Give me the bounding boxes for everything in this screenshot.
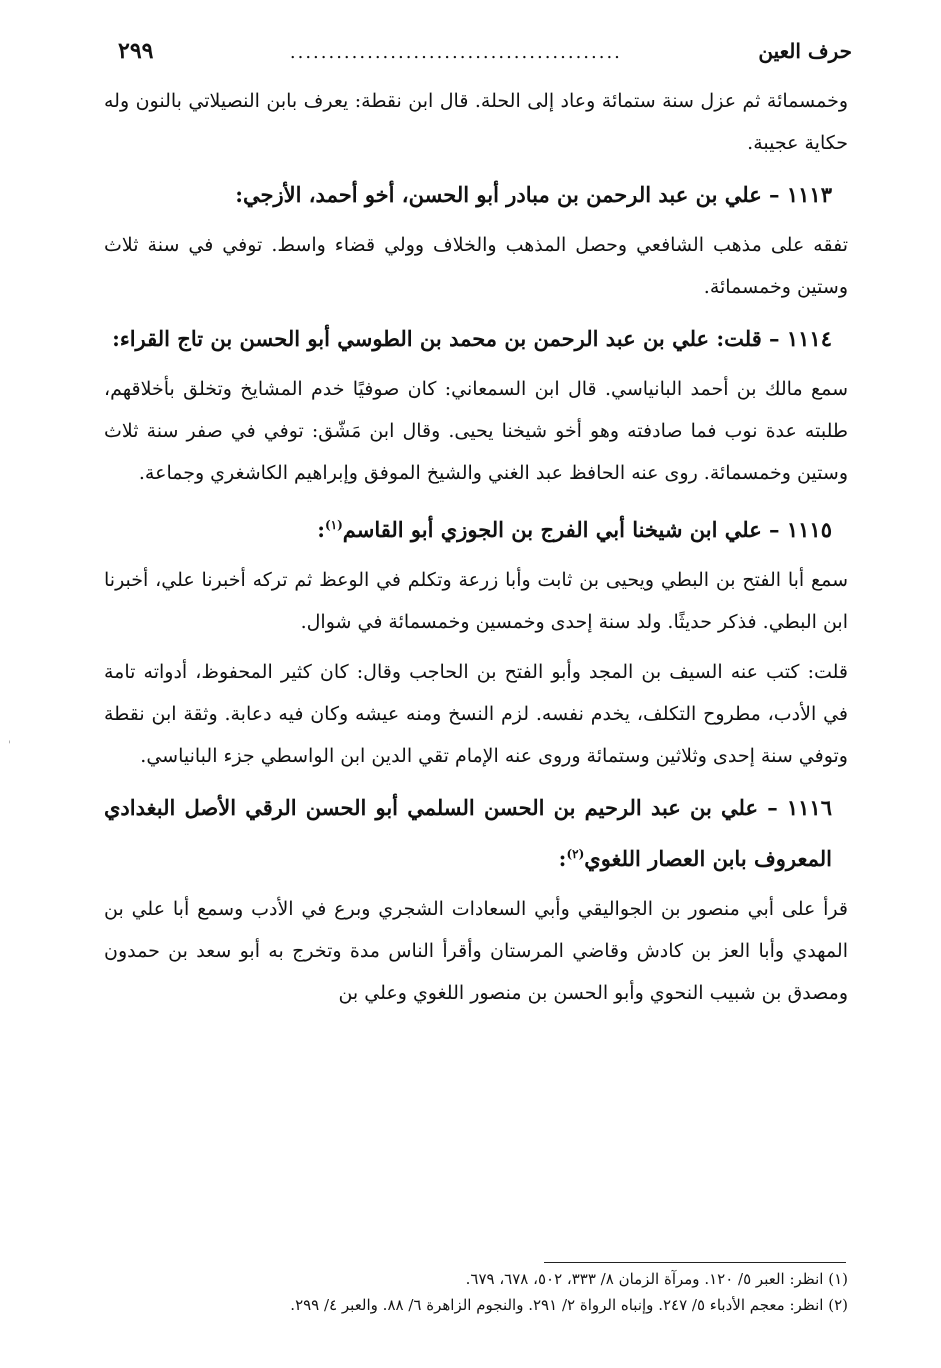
entry-heading-1113: ١١١٣ – علي بن عبد الرحمن بن مبادر أبو الحسن، أخو أحمد، الأزجي:	[235, 182, 832, 207]
footnote-separator	[544, 1262, 846, 1263]
entry-note-1115: قلت: كتب عنه السيف بن المجد وأبو الفتح بن الحاجب وقال: كان كثير المحفوظ، أدواته تامة في الأدب، مطروح التكلف، يخدم نفسه. لزم النسخ ومنه عيشه وكان فيه دعابة. وثقة ابن نقطة وتوفي سنة إحدى وثلاثين وستمائة وروى عنه الإمام تقي الدين ابن الواسطي جزء البانياسي.	[104, 661, 848, 767]
entry-heading-1116-text: ١١١٦ – علي بن عبد الرحيم بن الحسن السلمي أبو الحسن الرقي الأصل البغدادي المعروف بابن العصار اللغوي	[104, 795, 832, 871]
entry-text-1115: سمع أبا الفتح بن البطي ويحيى بن ثابت وأبا زرعة وتكلم في الوعظ ثم تركه أخبرنا علي، أخبرنا ابن البطي. فذكر حديثًا. ولد سنة إحدى وخمسين وخمسمائة في شوال.	[104, 569, 848, 633]
entry-heading-1115-text: ١١١٥ – علي ابن شيخنا أبي الفرج بن الجوزي أبو القاسم	[342, 517, 832, 542]
entry-text-1113: تفقه على مذهب الشافعي وحصل المذهب والخلاف وولي قضاء واسط. توفي في سنة ثلاث وستين وخمسمائة.	[104, 234, 848, 298]
footnotes	[104, 1266, 848, 1318]
heading-colon: :	[558, 846, 567, 871]
footnote-ref-2: (٢)	[566, 847, 585, 861]
entry-text-1116: قرأ على أبي منصور بن الجواليقي وأبي السعادات الشجري وبرع في الأدب وسمع أبا علي بن المهدي وأبا العز بن كادش وقاضي المرستان وأقرأ الناس مدة وتخرج به أبو سعد بن حمدون ومصدق بن شبيب النحوي وأبو الحسن بن منصور اللغوي وعلي بن	[104, 898, 848, 1004]
footnote-ref-1: (١)	[324, 518, 343, 532]
entry-text-1114: سمع مالك بن أحمد البانياسي. قال ابن السمعاني: كان صوفيًا خدم المشايخ وتخلق بأخلاقهم، طلبته عدة نوب فما صادفته وهو أخو شيخنا يحيى. وقال ابن مَشّق: توفي في صفر سنة ثلاث وستين وخمسمائة. روى عنه الحافظ عبد الغني والشيخ الموفق وإبراهيم الكاشغري وجماعة.	[104, 378, 848, 484]
heading-colon: :	[317, 517, 325, 542]
footnote-2: (٢) انظر: معجم الأدباء ٥/ ٢٤٧. وإنباه الرواة ٢/ ٢٩١. والنجوم الزاهرة ٦/ ٨٨. والعبر ٤/ ٢٩٩.	[290, 1296, 848, 1314]
page-number: ٢٩٩	[118, 38, 154, 64]
entry-heading-1114: ١١١٤ – قلت: علي بن عبد الرحمن بن محمد بن الطوسي أبو الحسن بن تاج القراء:	[112, 326, 832, 351]
paragraph-continuation: وخمسمائة ثم عزل سنة ستمائة وعاد إلى الحلة. قال ابن نقطة: يعرف بابن النصيلاتي بالنون وله حكاية عجيبة.	[104, 90, 848, 154]
page-body	[104, 80, 848, 1014]
entry-heading-1116	[104, 785, 848, 882]
header-dot-leader: ...........................................	[289, 42, 622, 63]
footnote-1: (١) انظر: العبر ٥/ ١٢٠. ومرآة الزمان ٨/ ٣٣٣، ٥٠٢، ٦٧٨، ٦٧٩.	[465, 1270, 848, 1288]
margin-tick: '	[8, 740, 11, 751]
entry-heading-1115	[104, 502, 848, 553]
chapter-title: حرف العين	[758, 39, 852, 63]
running-header	[118, 38, 852, 78]
